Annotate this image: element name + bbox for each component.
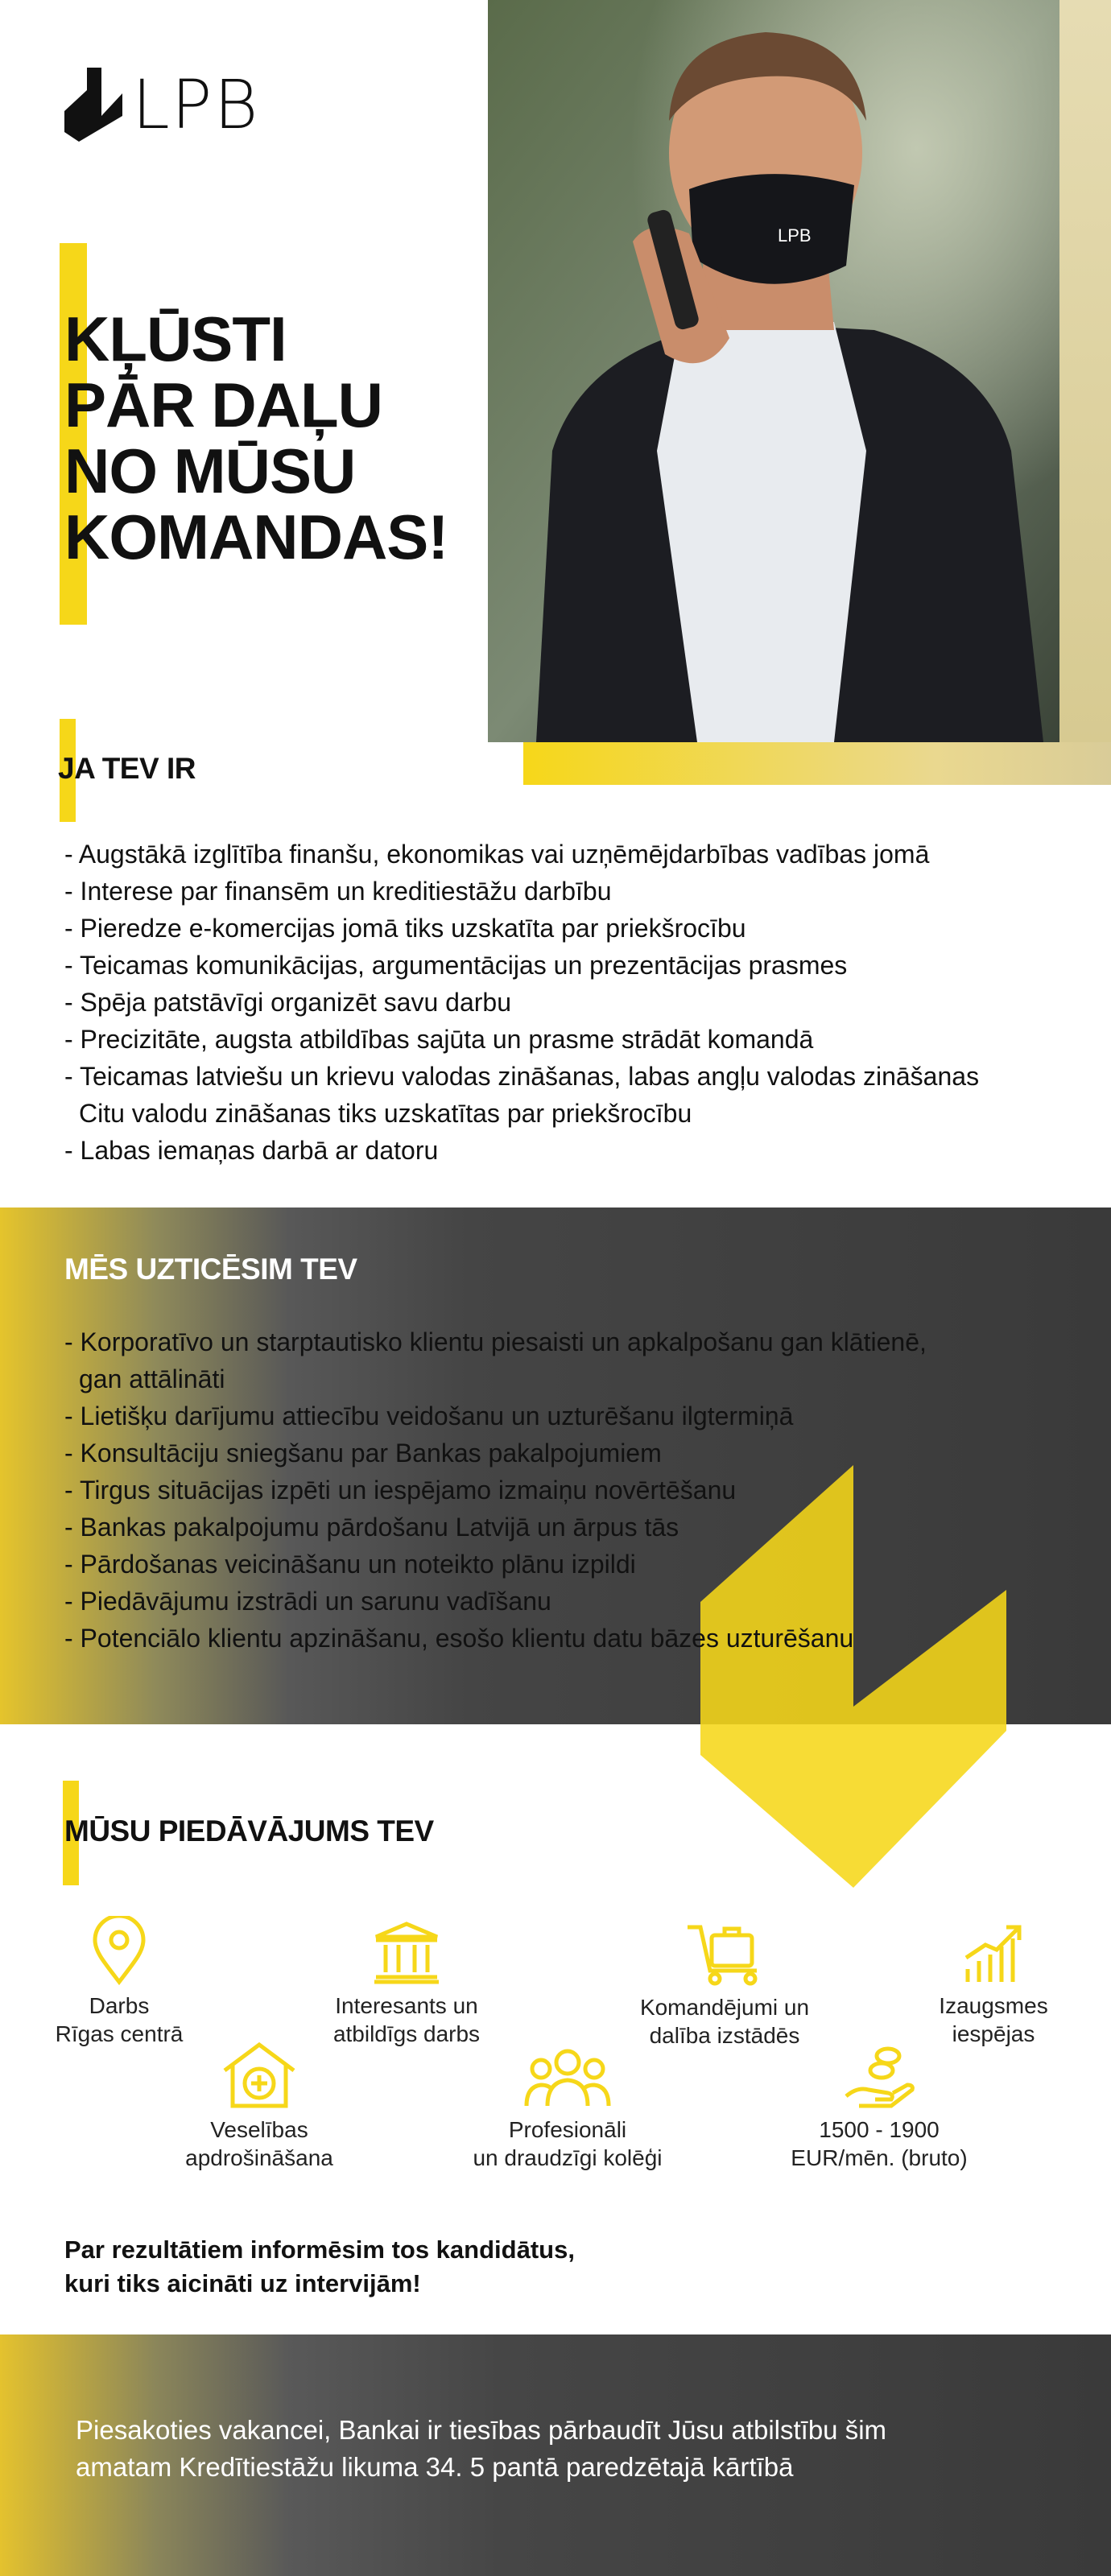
offer-label: Profesionāli <box>508 2117 627 2142</box>
lpb-logo-icon <box>64 68 122 142</box>
offer-interesting-work <box>278 1921 535 2048</box>
hero-title-line: KOMANDAS! <box>64 502 448 572</box>
photo-side-stripe <box>1059 0 1111 785</box>
list-item: - Labas iemaņas darbā ar datoru <box>64 1136 439 1165</box>
duties-title: MĒS UZTICĒSIM TEV <box>64 1253 357 1286</box>
list-item: - Interese par finansēm un kreditiestāžu darbību <box>64 877 612 906</box>
hero-photo <box>488 0 1059 742</box>
interview-note <box>64 2233 575 2301</box>
offer-location <box>0 1916 248 2048</box>
requirements-title: JA TEV IR <box>58 752 196 785</box>
offer-health-insurance <box>130 2040 388 2172</box>
luggage-trolley-icon <box>684 1921 765 1987</box>
offer-label: 1500 - 1900 <box>819 2117 940 2142</box>
offer-label: Darbs <box>89 1993 150 2018</box>
hero-title-line: NO MŪSU <box>64 436 356 506</box>
offer-label: Interesants un <box>335 1993 478 2018</box>
list-item: - Precizitāte, augsta atbildības sajūta un prasme strādāt komandā <box>64 1025 814 1054</box>
offer-label: Izaugsmes <box>939 1993 1048 2018</box>
note-line: Par rezultātiem informēsim tos kandidātus, <box>64 2235 575 2264</box>
list-item: - Bankas pakalpojumu pārdošanu Latvijā un ārpus tās <box>64 1513 679 1542</box>
footer-line: amatam Kredītiestāžu likuma 34. 5 pantā paredzētajā kārtībā <box>76 2452 794 2482</box>
lpb-logo <box>64 65 260 144</box>
offer-growth <box>865 1921 1111 2048</box>
list-item: - Korporatīvo un starptautisko klientu piesaisti un apkalpošanu gan klātienē, <box>64 1327 927 1356</box>
list-item: - Pārdošanas veicināšanu un noteikto plānu izpildi <box>64 1550 636 1579</box>
list-item: - Pieredze e-komercijas jomā tiks uzskatīta par priekšrocību <box>64 914 746 943</box>
offer-label: apdrošināšana <box>185 2145 333 2170</box>
location-pin-icon <box>87 1916 151 1985</box>
growth-chart-icon <box>961 1921 1026 1985</box>
mask-logo-text: LPB <box>778 225 812 246</box>
requirements-list <box>64 836 979 1169</box>
footer-disclaimer <box>76 2412 886 2486</box>
duties-list <box>64 1323 927 1657</box>
hero-title-line: PĀR DAĻU <box>64 369 382 440</box>
health-house-icon <box>221 2040 297 2109</box>
hero-title-line: KĻŪSTI <box>64 303 287 374</box>
offer-salary <box>750 2045 1008 2172</box>
offer-label: iespējas <box>952 2021 1035 2046</box>
offer-label: Veselības <box>210 2117 308 2142</box>
footer-line: Piesakoties vakancei, Bankai ir tiesības pārbaudīt Jūsu atbilstību šim <box>76 2415 887 2445</box>
bank-building-icon <box>373 1921 440 1985</box>
photo-underline-stripe <box>523 742 1111 785</box>
list-item: - Potenciālo klientu apzināšanu, esošo klientu datu bāzes uzturēšanu <box>64 1624 854 1653</box>
offer-label: dalība izstādēs <box>649 2023 800 2048</box>
list-item: - Tirgus situācijas izpēti un iespējamo izmaiņu novērtēšanu <box>64 1476 737 1505</box>
note-line: kuri tiks aicināti uz intervijām! <box>64 2269 421 2297</box>
list-item: gan attālināti <box>79 1364 225 1393</box>
list-item: - Lietišķu darījumu attiecību veidošanu un uzturēšanu ilgtermiņā <box>64 1402 794 1430</box>
offer-label: EUR/mēn. (bruto) <box>791 2145 968 2170</box>
offer-label: Rīgas centrā <box>55 2021 184 2046</box>
salary-hand-icon <box>843 2045 915 2109</box>
list-item: - Teicamas latviešu un krievu valodas zināšanas, labas angļu valodas zināšanas <box>64 1062 980 1091</box>
offer-travel <box>596 1921 853 2050</box>
offer-label: un draudzīgi kolēģi <box>473 2145 663 2170</box>
offer-colleagues <box>439 2045 696 2172</box>
logo-text: LPB <box>132 65 260 144</box>
list-item: Citu valodu zināšanas tiks uzskatītas par priekšrocību <box>79 1099 692 1128</box>
list-item: - Konsultāciju sniegšanu par Bankas pakalpojumiem <box>64 1439 662 1468</box>
list-item: - Teicamas komunikācijas, argumentācijas un prezentācijas prasmes <box>64 951 848 980</box>
offers-title: MŪSU PIEDĀVĀJUMS TEV <box>64 1814 434 1847</box>
list-item: - Spēja patstāvīgi organizēt savu darbu <box>64 988 511 1017</box>
offer-label: atbildīgs darbs <box>332 2021 481 2046</box>
hero-title <box>64 303 448 572</box>
team-people-icon <box>523 2045 612 2109</box>
list-item: - Piedāvājumu izstrādi un sarunu vadīšanu <box>64 1587 551 1616</box>
footer-band <box>0 2334 1111 2576</box>
list-item: - Augstākā izglītība finanšu, ekonomikas vai uzņēmējdarbības vadības jomā <box>64 840 930 869</box>
offer-label: Komandējumi un <box>639 1995 810 2020</box>
